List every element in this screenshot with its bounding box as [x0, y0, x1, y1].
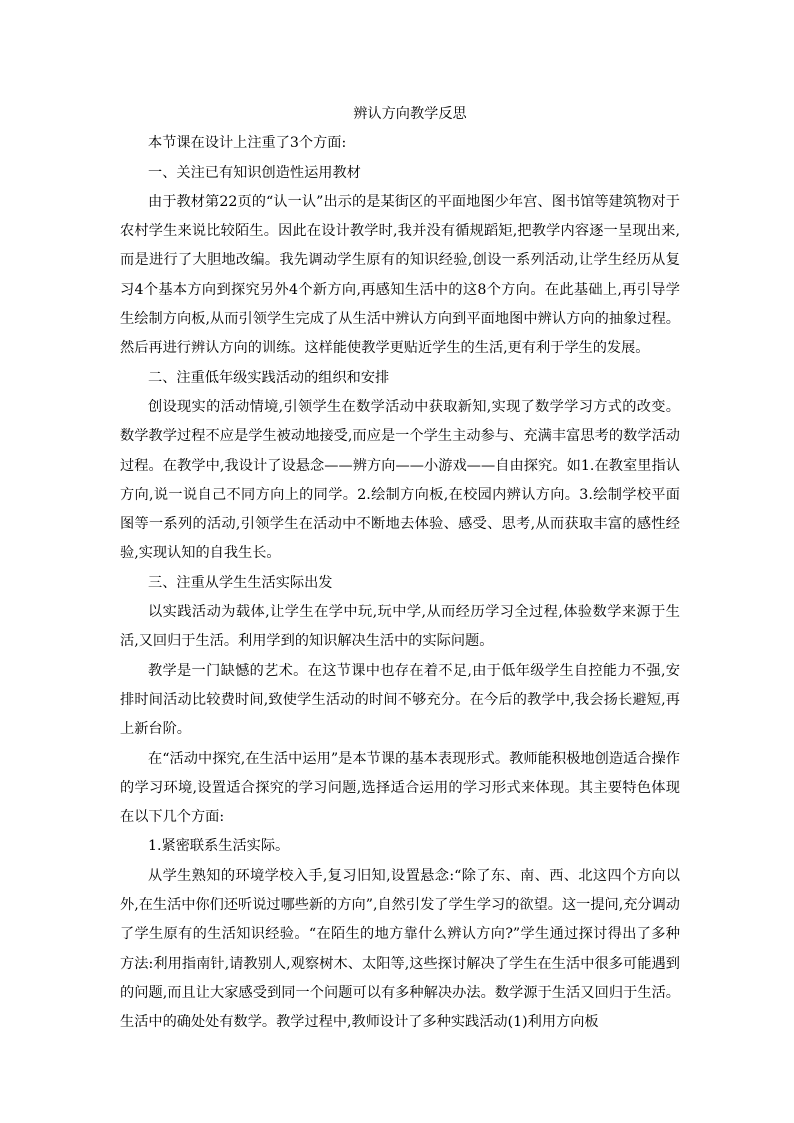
document-page — [120, 100, 680, 1038]
paragraph-intro: 本节课在设计上注重了3个方面: — [148, 135, 347, 152]
paragraph-shortcomings: 教学是一门缺憾的艺术。在这节课中也存在着不足,由于低年级学生自控能力不强,安排时间活动比较费时间,致使学生活动的时间不够充分。在今后的教学中,我会扬长避短,再上新台阶。 — [120, 662, 680, 738]
paragraph-section-2: 创设现实的活动情境,引领学生在数学活动中获取新知,实现了数学学习方式的改变。数学教学过程不应是学生被动地接受,而应是一个学生主动参与、充满丰富思考的数学活动过程。在教学中,我设计了设悬念——辨方向——小游戏——自由探究。如1.在教室里指认方向,说一说自己不同方向上的同学。2.绘制方向板,在校园内辨认方向。3.绘制学校平面图等一系列的活动,引领学生在活动中不断地去体验、感受、思考,从而获取丰富的感性经验,实现认知的自我生长。 — [120, 398, 680, 562]
section-heading-1: 一、关注已有知识创造性运用教材 — [148, 164, 361, 181]
paragraph-feature-1: 从学生熟知的环境学校入手,复习旧知,设置悬念:“除了东、南、西、北这四个方向以外,在生活中你们还听说过哪些新的方向”,自然引发了学生学习的欲望。这一提问,充分调动了学生原有的生活知识经验。“在陌生的地方靠什么辨认方向?”学生通过探讨得出了多种方法:利用指南针,请教别人,观察树木、太阳等,这些探讨解决了学生在生活中很多可能遇到的问题,而且让大家感受到同一个问题可以有多种解决办法。数学源于生活又回归于生活。生活中的确处处有数学。教学过程中,教师设计了多种实践活动(1)利用方向板 — [120, 867, 680, 1031]
paragraph-section-3: 以实践活动为载体,让学生在学中玩,玩中学,从而经历学习全过程,体验数学来源于生活,又回归于生活。利用学到的知识解决生活中的实际问题。 — [120, 604, 680, 650]
paragraph-section-1: 由于教材第22页的“认一认”出示的是某街区的平面地图少年宫、图书馆等建筑物对于农村学生来说比较陌生。因此在设计教学时,我并没有循规蹈矩,把教学内容逐一呈现出来,而是进行了大胆地改编。我先调动学生原有的知识经验,创设一系列活动,让学生经历从复习4个基本方向到探究另外4个新方向,再感知生活中的这8个方向。在此基础上,再引导学生绘制方向板,从而引领学生完成了从生活中辨认方向到平面地图中辨认方向的抽象过程。然后再进行辨认方向的训练。这样能使教学更贴近学生的生活,更有利于学生的发展。 — [120, 193, 680, 357]
feature-heading-1: 1.紧密联系生活实际。 — [148, 838, 290, 855]
section-heading-3: 三、注重从学生生活实际出发 — [148, 574, 333, 591]
paragraph-features: 在“活动中探究,在生活中运用”是本节课的基本表现形式。教师能积极地创造适合操作的学习环境,设置适合探究的学习问题,选择适合运用的学习形式来体现。其主要特色体现在以下几个方面: — [120, 750, 680, 826]
document-title: 辨认方向教学反思 — [353, 106, 467, 122]
section-heading-2: 二、注重低年级实践活动的组织和安排 — [148, 369, 390, 386]
